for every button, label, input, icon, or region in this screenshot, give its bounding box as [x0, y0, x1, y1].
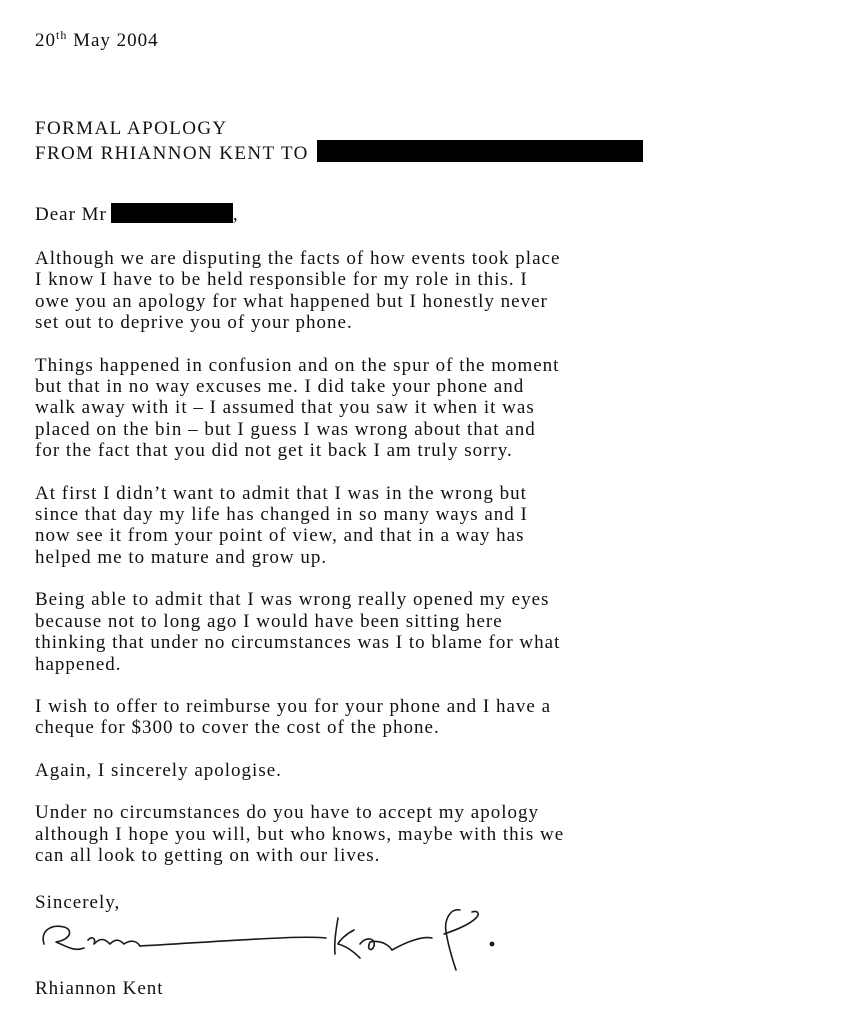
salutation-suffix: ,: [232, 204, 239, 225]
body-paragraph-6: Again, I sincerely apologise.: [35, 759, 282, 781]
heading-line-2-text: FROM RHIANNON KENT TO: [35, 143, 309, 164]
body-paragraph-4: Being able to admit that I was wrong really opened my eyes because not to long ago I would have been sitting here thinking that under no circumstances was I to blame for what happened.: [35, 589, 561, 675]
heading-line-1: FORMAL APOLOGY: [35, 118, 228, 139]
body-paragraph-5: I wish to offer to reimburse you for your phone and I have a cheque for $300 to cover the cost of the phone.: [35, 695, 552, 739]
signer-name: Rhiannon Kent: [35, 978, 164, 999]
date-day: 20: [35, 30, 56, 51]
letter-date: [35, 30, 159, 52]
heading-line-2: [35, 140, 643, 165]
letter-body: [35, 248, 850, 866]
date-suffix: th: [56, 28, 68, 42]
redaction-bar: [111, 203, 233, 223]
body-paragraph-1: Although we are disputing the facts of how events took place I know I have to be held responsible for my role in this. I owe you an apology for what happened but I honestly never set out to deprive you of your phone.: [35, 248, 561, 334]
salutation: [35, 203, 239, 226]
signature-image: [30, 900, 500, 978]
salutation-prefix: Dear Mr: [35, 204, 107, 225]
body-paragraph-7: Under no circumstances do you have to accept my apology although I hope you will, but who knows, maybe with this we can all look to getting on with our lives.: [35, 802, 565, 866]
body-paragraph-3: At first I didn’t want to admit that I was in the wrong but since that day my life has changed in so many ways and I now see it from your point of view, and that in a way has helped me to mature and grow up.: [35, 482, 528, 568]
redaction-bar: [317, 140, 643, 162]
body-paragraph-2: Things happened in confusion and on the spur of the moment but that in no way excuses me. I did take your phone and walk away with it – I assumed that you saw it when it was placed on the bin – but I guess I was wrong about that and for the fact that you did not get it back I am truly sorry.: [35, 354, 560, 462]
letter-heading: [35, 117, 643, 165]
date-month-year: May 2004: [73, 30, 159, 51]
closing: Sincerely,: [35, 892, 121, 913]
